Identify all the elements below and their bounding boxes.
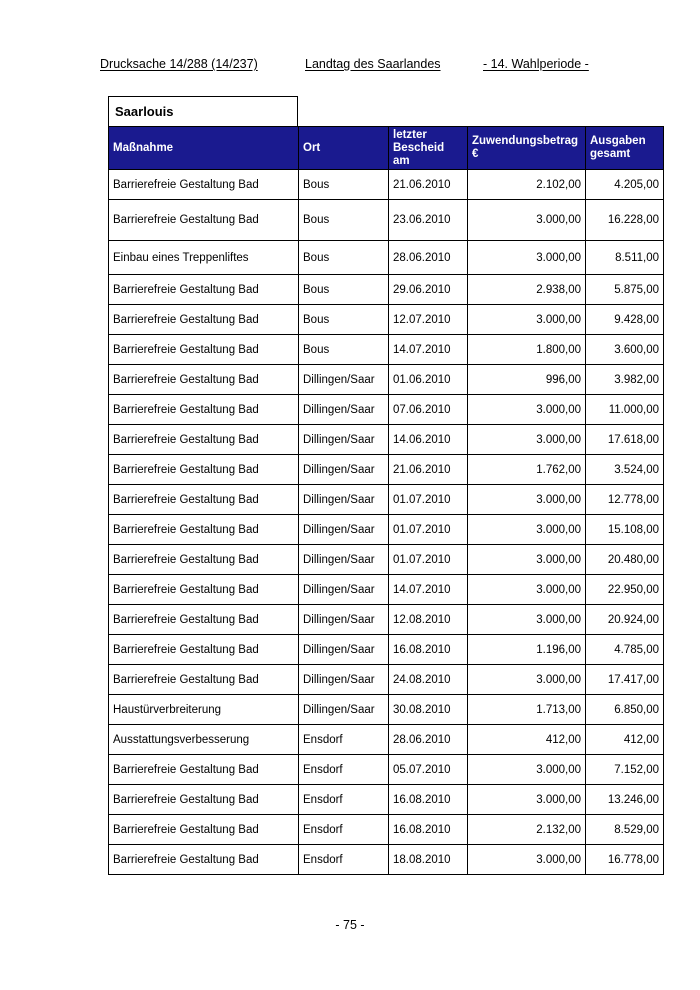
document-number: Drucksache 14/288 (14/237) <box>100 57 258 71</box>
row-ort: Bous <box>299 335 389 365</box>
row-ort: Dillingen/Saar <box>299 605 389 635</box>
row-zuwendungsbetrag: 3.000,00 <box>468 545 586 575</box>
row-ausgaben-gesamt: 9.428,00 <box>586 305 664 335</box>
row-bescheid-datum: 16.08.2010 <box>389 785 468 815</box>
row-massnahme: Einbau eines Treppenliftes <box>109 241 299 275</box>
row-massnahme: Barrierefreie Gestaltung Bad <box>109 425 299 455</box>
row-zuwendungsbetrag: 2.938,00 <box>468 275 586 305</box>
row-massnahme: Haustürverbreiterung <box>109 695 299 725</box>
row-ort: Ensdorf <box>299 725 389 755</box>
page-number: - 75 - <box>335 918 365 932</box>
table-row <box>109 305 664 335</box>
table-row <box>109 455 664 485</box>
row-bescheid-datum: 16.08.2010 <box>389 815 468 845</box>
row-ausgaben-gesamt: 15.108,00 <box>586 515 664 545</box>
row-ausgaben-gesamt: 3.600,00 <box>586 335 664 365</box>
row-zuwendungsbetrag: 3.000,00 <box>468 425 586 455</box>
table-row <box>109 695 664 725</box>
row-zuwendungsbetrag: 1.800,00 <box>468 335 586 365</box>
row-massnahme: Barrierefreie Gestaltung Bad <box>109 845 299 875</box>
row-bescheid-datum: 01.07.2010 <box>389 545 468 575</box>
column-header-massnahme: Maßnahme <box>109 127 299 170</box>
row-ausgaben-gesamt: 5.875,00 <box>586 275 664 305</box>
row-bescheid-datum: 05.07.2010 <box>389 755 468 785</box>
row-massnahme: Barrierefreie Gestaltung Bad <box>109 665 299 695</box>
row-zuwendungsbetrag: 1.196,00 <box>468 635 586 665</box>
row-massnahme: Barrierefreie Gestaltung Bad <box>109 605 299 635</box>
region-title: Saarlouis <box>108 96 298 126</box>
row-massnahme: Barrierefreie Gestaltung Bad <box>109 575 299 605</box>
row-bescheid-datum: 29.06.2010 <box>389 275 468 305</box>
row-ort: Dillingen/Saar <box>299 365 389 395</box>
row-zuwendungsbetrag: 1.762,00 <box>468 455 586 485</box>
row-ort: Dillingen/Saar <box>299 425 389 455</box>
table-row <box>109 170 664 200</box>
row-massnahme: Barrierefreie Gestaltung Bad <box>109 170 299 200</box>
row-ausgaben-gesamt: 13.246,00 <box>586 785 664 815</box>
table-row <box>109 425 664 455</box>
row-ausgaben-gesamt: 4.785,00 <box>586 635 664 665</box>
column-header-bescheid: letzter Bescheid am <box>389 127 468 170</box>
row-massnahme: Barrierefreie Gestaltung Bad <box>109 545 299 575</box>
table-body <box>109 170 664 875</box>
row-ausgaben-gesamt: 22.950,00 <box>586 575 664 605</box>
table-row <box>109 755 664 785</box>
row-zuwendungsbetrag: 3.000,00 <box>468 575 586 605</box>
row-ausgaben-gesamt: 8.529,00 <box>586 815 664 845</box>
row-zuwendungsbetrag: 412,00 <box>468 725 586 755</box>
row-ort: Ensdorf <box>299 815 389 845</box>
row-massnahme: Barrierefreie Gestaltung Bad <box>109 785 299 815</box>
row-ort: Dillingen/Saar <box>299 455 389 485</box>
parliament-name: Landtag des Saarlandes <box>305 57 441 71</box>
row-zuwendungsbetrag: 3.000,00 <box>468 395 586 425</box>
table-row <box>109 575 664 605</box>
table-row <box>109 485 664 515</box>
table-row <box>109 241 664 275</box>
table-row <box>109 665 664 695</box>
row-ausgaben-gesamt: 8.511,00 <box>586 241 664 275</box>
row-bescheid-datum: 21.06.2010 <box>389 170 468 200</box>
row-ort: Ensdorf <box>299 845 389 875</box>
row-ausgaben-gesamt: 412,00 <box>586 725 664 755</box>
row-zuwendungsbetrag: 3.000,00 <box>468 200 586 241</box>
row-ort: Bous <box>299 170 389 200</box>
row-bescheid-datum: 12.08.2010 <box>389 605 468 635</box>
funding-table <box>108 126 664 875</box>
row-ort: Dillingen/Saar <box>299 575 389 605</box>
table-row <box>109 725 664 755</box>
row-massnahme: Barrierefreie Gestaltung Bad <box>109 455 299 485</box>
row-ausgaben-gesamt: 16.778,00 <box>586 845 664 875</box>
table-header-row <box>109 127 664 170</box>
table-row <box>109 365 664 395</box>
row-zuwendungsbetrag: 2.132,00 <box>468 815 586 845</box>
row-bescheid-datum: 30.08.2010 <box>389 695 468 725</box>
row-zuwendungsbetrag: 3.000,00 <box>468 665 586 695</box>
row-ort: Bous <box>299 200 389 241</box>
row-bescheid-datum: 21.06.2010 <box>389 455 468 485</box>
table-row <box>109 845 664 875</box>
row-bescheid-datum: 14.06.2010 <box>389 425 468 455</box>
row-ausgaben-gesamt: 20.480,00 <box>586 545 664 575</box>
row-bescheid-datum: 01.06.2010 <box>389 365 468 395</box>
row-zuwendungsbetrag: 3.000,00 <box>468 241 586 275</box>
row-ort: Ensdorf <box>299 755 389 785</box>
row-ausgaben-gesamt: 4.205,00 <box>586 170 664 200</box>
row-ort: Dillingen/Saar <box>299 515 389 545</box>
row-ort: Ensdorf <box>299 785 389 815</box>
row-massnahme: Barrierefreie Gestaltung Bad <box>109 815 299 845</box>
row-ort: Bous <box>299 241 389 275</box>
row-ausgaben-gesamt: 17.618,00 <box>586 425 664 455</box>
row-ausgaben-gesamt: 3.524,00 <box>586 455 664 485</box>
row-massnahme: Barrierefreie Gestaltung Bad <box>109 755 299 785</box>
row-bescheid-datum: 23.06.2010 <box>389 200 468 241</box>
table-row <box>109 515 664 545</box>
row-bescheid-datum: 18.08.2010 <box>389 845 468 875</box>
row-massnahme: Barrierefreie Gestaltung Bad <box>109 635 299 665</box>
column-header-ort: Ort <box>299 127 389 170</box>
row-massnahme: Barrierefreie Gestaltung Bad <box>109 275 299 305</box>
row-zuwendungsbetrag: 3.000,00 <box>468 305 586 335</box>
row-ort: Dillingen/Saar <box>299 665 389 695</box>
row-bescheid-datum: 14.07.2010 <box>389 575 468 605</box>
row-massnahme: Barrierefreie Gestaltung Bad <box>109 200 299 241</box>
row-zuwendungsbetrag: 1.713,00 <box>468 695 586 725</box>
row-zuwendungsbetrag: 3.000,00 <box>468 845 586 875</box>
table-row <box>109 785 664 815</box>
table-row <box>109 200 664 241</box>
row-bescheid-datum: 14.07.2010 <box>389 335 468 365</box>
row-ort: Dillingen/Saar <box>299 485 389 515</box>
row-bescheid-datum: 01.07.2010 <box>389 515 468 545</box>
row-bescheid-datum: 28.06.2010 <box>389 241 468 275</box>
row-massnahme: Barrierefreie Gestaltung Bad <box>109 515 299 545</box>
column-header-ausgaben: Ausgaben gesamt <box>586 127 664 170</box>
row-zuwendungsbetrag: 3.000,00 <box>468 755 586 785</box>
row-ort: Dillingen/Saar <box>299 545 389 575</box>
row-massnahme: Barrierefreie Gestaltung Bad <box>109 365 299 395</box>
row-zuwendungsbetrag: 3.000,00 <box>468 605 586 635</box>
page-header <box>100 57 600 73</box>
row-bescheid-datum: 16.08.2010 <box>389 635 468 665</box>
row-ort: Dillingen/Saar <box>299 635 389 665</box>
row-zuwendungsbetrag: 2.102,00 <box>468 170 586 200</box>
row-bescheid-datum: 01.07.2010 <box>389 485 468 515</box>
row-massnahme: Barrierefreie Gestaltung Bad <box>109 395 299 425</box>
row-zuwendungsbetrag: 3.000,00 <box>468 785 586 815</box>
row-ausgaben-gesamt: 3.982,00 <box>586 365 664 395</box>
row-ort: Dillingen/Saar <box>299 695 389 725</box>
row-zuwendungsbetrag: 996,00 <box>468 365 586 395</box>
row-bescheid-datum: 28.06.2010 <box>389 725 468 755</box>
table-row <box>109 815 664 845</box>
row-massnahme: Barrierefreie Gestaltung Bad <box>109 305 299 335</box>
row-ort: Bous <box>299 305 389 335</box>
table-row <box>109 545 664 575</box>
row-ausgaben-gesamt: 20.924,00 <box>586 605 664 635</box>
row-zuwendungsbetrag: 3.000,00 <box>468 485 586 515</box>
row-zuwendungsbetrag: 3.000,00 <box>468 515 586 545</box>
row-bescheid-datum: 24.08.2010 <box>389 665 468 695</box>
table-row <box>109 275 664 305</box>
row-massnahme: Ausstattungsverbesserung <box>109 725 299 755</box>
row-massnahme: Barrierefreie Gestaltung Bad <box>109 485 299 515</box>
row-bescheid-datum: 07.06.2010 <box>389 395 468 425</box>
row-ausgaben-gesamt: 11.000,00 <box>586 395 664 425</box>
row-ort: Dillingen/Saar <box>299 395 389 425</box>
row-ausgaben-gesamt: 16.228,00 <box>586 200 664 241</box>
row-bescheid-datum: 12.07.2010 <box>389 305 468 335</box>
row-ausgaben-gesamt: 17.417,00 <box>586 665 664 695</box>
row-ausgaben-gesamt: 6.850,00 <box>586 695 664 725</box>
row-ausgaben-gesamt: 7.152,00 <box>586 755 664 785</box>
table-row <box>109 635 664 665</box>
table-row <box>109 335 664 365</box>
row-massnahme: Barrierefreie Gestaltung Bad <box>109 335 299 365</box>
table-row <box>109 395 664 425</box>
row-ausgaben-gesamt: 12.778,00 <box>586 485 664 515</box>
table-row <box>109 605 664 635</box>
legislative-period: - 14. Wahlperiode - <box>483 57 589 71</box>
row-ort: Bous <box>299 275 389 305</box>
column-header-zuwendungsbetrag: Zuwendungsbetrag € <box>468 127 586 170</box>
